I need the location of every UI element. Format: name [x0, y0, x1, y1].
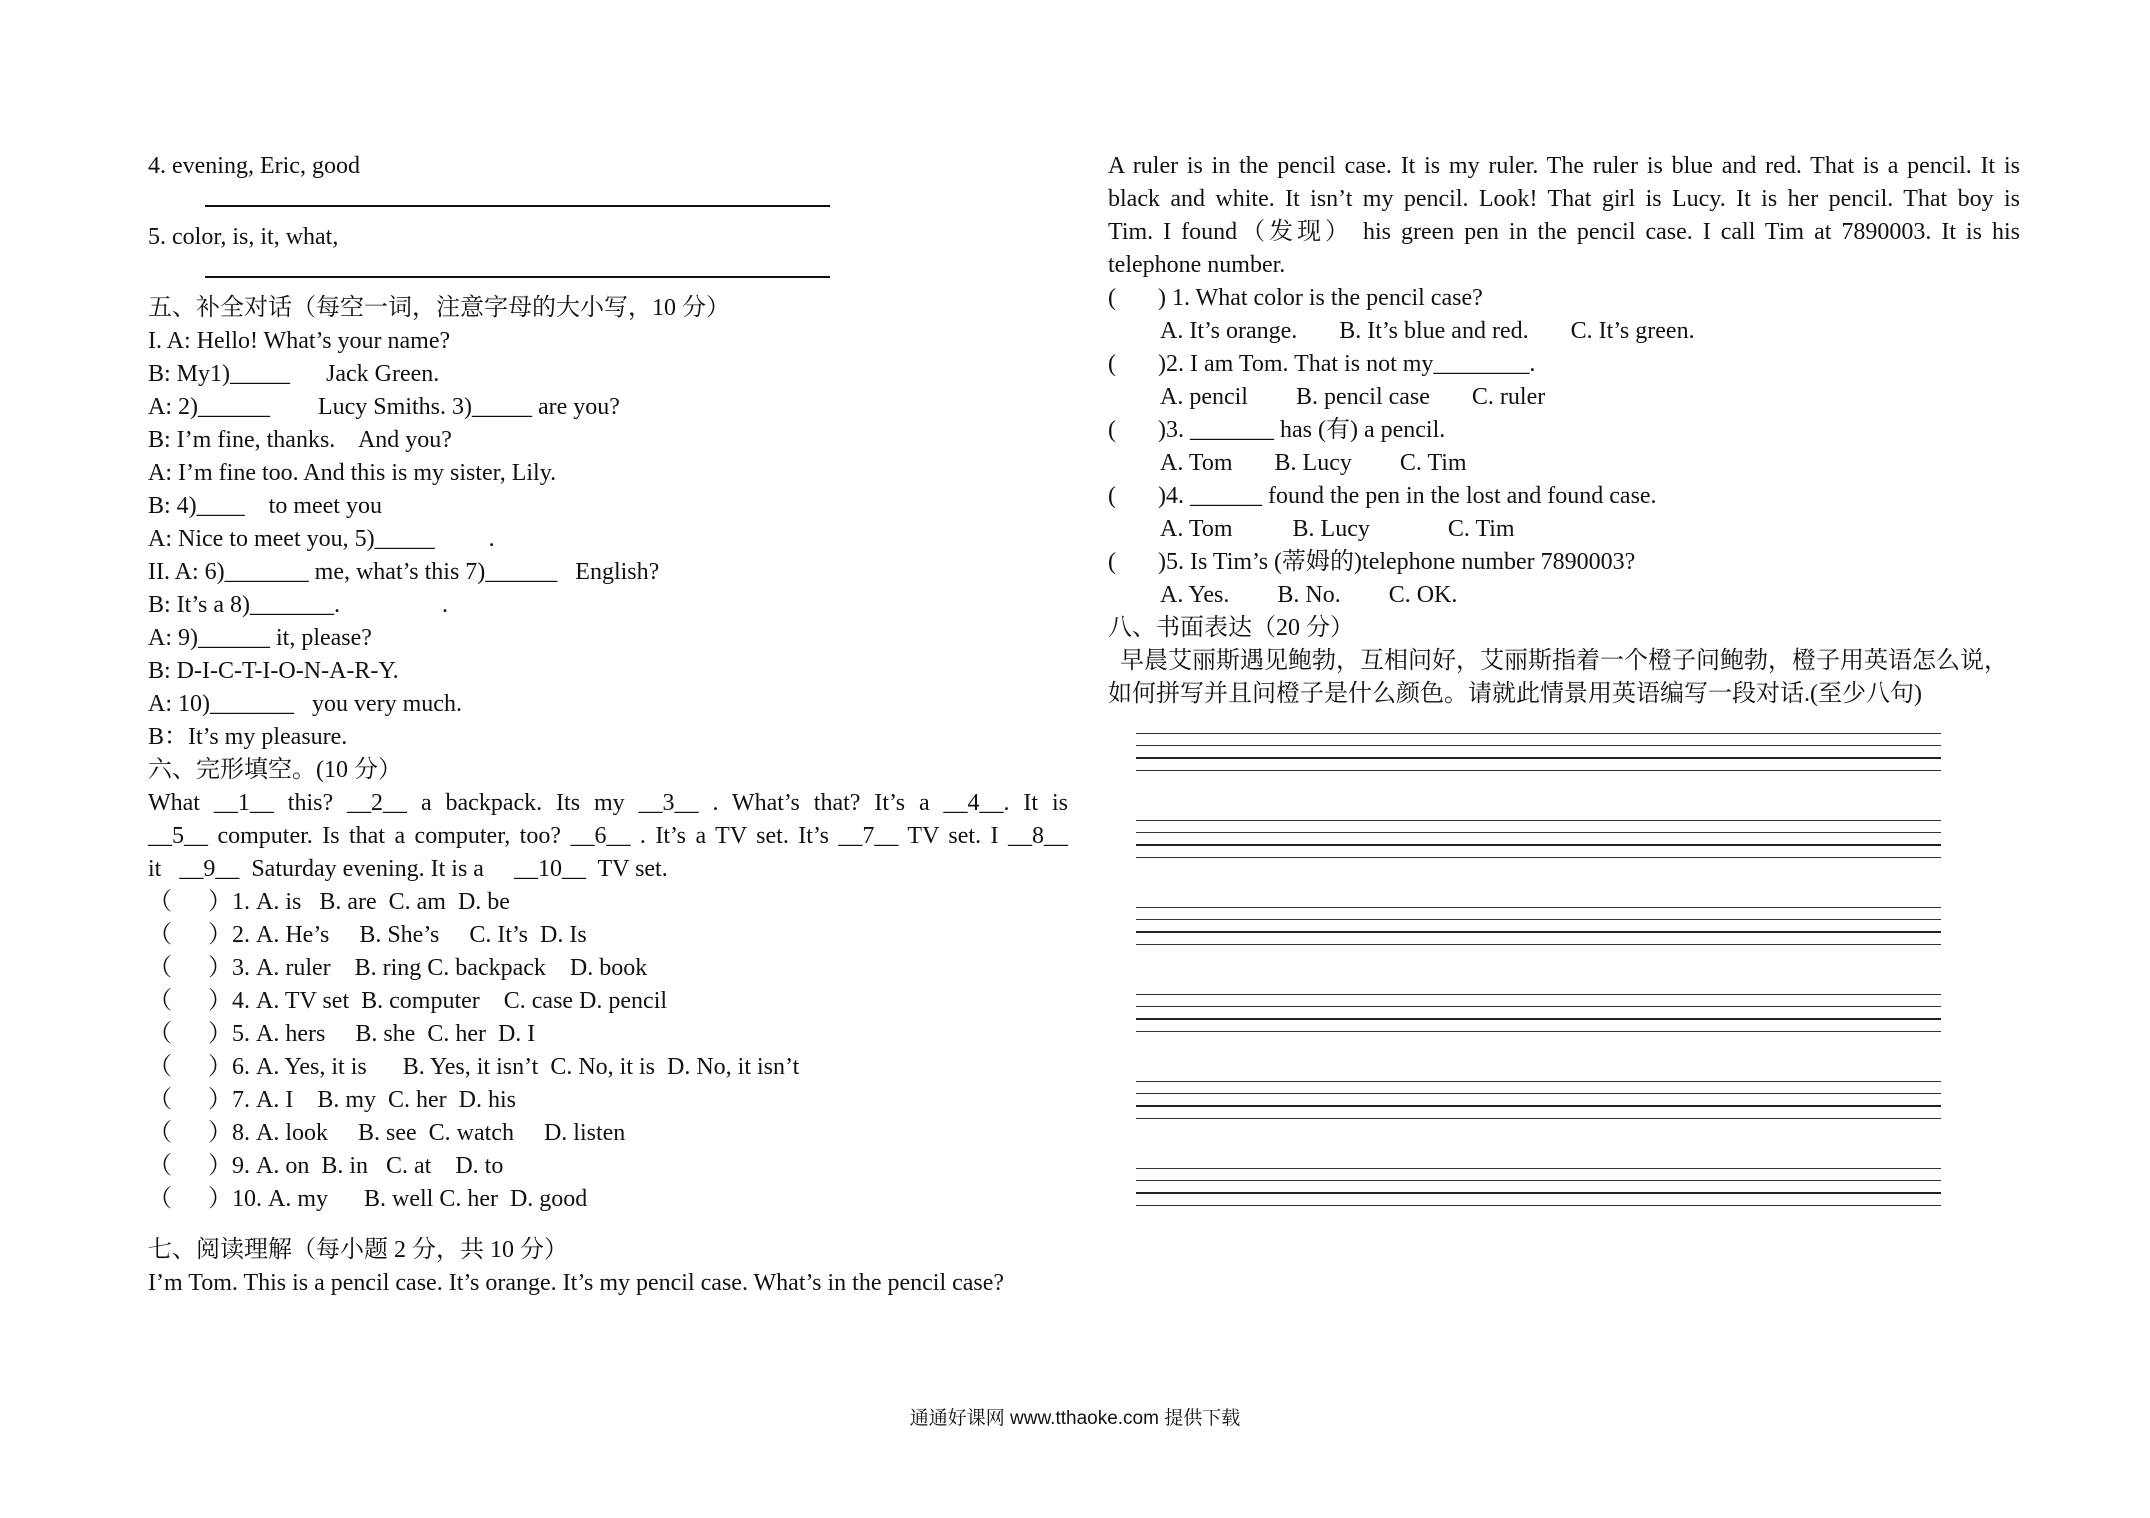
- reading-passage-line: A ruler is in the pencil case. It is my ruler. The ruler is blue and red. That is a pencil. It is: [1108, 153, 2020, 179]
- answer-line-5[interactable]: [205, 276, 830, 278]
- reading-options: A. Tom B. Lucy C. Tim: [1160, 516, 1515, 542]
- cloze-passage-line: it __9__ Saturday evening. It is a __10__ TV set.: [148, 856, 668, 882]
- section-5-title: 五、补全对话（每空一词，注意字母的大小写，10 分）: [148, 295, 730, 321]
- writing-line-group[interactable]: [1136, 994, 2020, 1032]
- section-7-title: 七、阅读理解（每小题 2 分，共 10 分）: [148, 1237, 568, 1263]
- reading-passage-line: telephone number.: [1108, 252, 1286, 278]
- dialogue-line: A: 9)______ it, please?: [148, 625, 372, 651]
- cloze-passage-line: What __1__ this? __2__ a backpack. Its my __3__ . What’s that? It’s a __4__. It is: [148, 790, 1068, 816]
- cloze-option: （ ）5. A. hers B. she C. her D. I: [148, 1021, 536, 1047]
- cloze-option: （ ）10. A. my B. well C. her D. good: [148, 1186, 588, 1212]
- writing-prompt-line: 如何拼写并且问橙子是什么颜色。请就此情景用英语编写一段对话.(至少八句): [1108, 681, 1922, 707]
- writing-line-group[interactable]: [1136, 1168, 2020, 1206]
- reading-question: ( )2. I am Tom. That is not my________.: [1108, 351, 1536, 377]
- dialogue-line: B: I’m fine, thanks. And you?: [148, 427, 452, 453]
- dialogue-line: B: D-I-C-T-I-O-N-A-R-Y.: [148, 658, 399, 684]
- writing-line-group[interactable]: [1136, 820, 2020, 858]
- reading-passage-line: black and white. It isn’t my pencil. Look! That girl is Lucy. It is her pencil. That boy is: [1108, 186, 2020, 212]
- footer-source: 通通好课网 www.tthaoke.com 提供下载: [909, 1408, 1241, 1429]
- cloze-option: （ ）7. A. I B. my C. her D. his: [148, 1087, 516, 1113]
- cloze-option: （ ）4. A. TV set B. computer C. case D. pencil: [148, 988, 668, 1014]
- cloze-option: （ ）1. A. is B. are C. am D. be: [148, 889, 510, 915]
- dialogue-line: B: It’s a 8)_______. .: [148, 592, 448, 618]
- dialogue-line: A: 2)______ Lucy Smiths. 3)_____ are you?: [148, 394, 620, 420]
- cloze-passage-line: __5__ computer. Is that a computer, too? __6__ . It’s a TV set. It’s __7__ TV set. I __8__: [148, 823, 1068, 849]
- dialogue-line: A: 10)_______ you very much.: [148, 691, 462, 717]
- section-8-title: 八、书面表达（20 分）: [1108, 615, 1354, 641]
- left-column: [148, 150, 1068, 1300]
- reading-passage-line: Tim. I found（发现） his green pen in the pencil case. I call Tim at 7890003. It is his: [1108, 219, 2020, 245]
- answer-line-4[interactable]: [205, 205, 830, 207]
- cloze-option: （ ）8. A. look B. see C. watch D. listen: [148, 1120, 626, 1146]
- writing-line-group[interactable]: [1136, 907, 2020, 945]
- right-column: [1108, 150, 2020, 1255]
- reading-options: A. It’s orange. B. It’s blue and red. C. It’s green.: [1160, 318, 1695, 344]
- cloze-option: （ ）6. A. Yes, it is B. Yes, it isn’t C. No, it is D. No, it isn’t: [148, 1054, 800, 1080]
- section-6-title: 六、完形填空。(10 分）: [148, 757, 402, 783]
- reading-intro: I’m Tom. This is a pencil case. It’s orange. It’s my pencil case. What’s in the pencil case?: [148, 1270, 1005, 1296]
- cloze-option: （ ）9. A. on B. in C. at D. to: [148, 1153, 504, 1179]
- dialogue-line: I. A: Hello! What’s your name?: [148, 328, 451, 354]
- reading-options: A. Yes. B. No. C. OK.: [1160, 582, 1458, 608]
- cloze-option: （ ）2. A. He’s B. She’s C. It’s D. Is: [148, 922, 587, 948]
- reading-question: ( )4. ______ found the pen in the lost and found case.: [1108, 483, 1657, 509]
- dialogue-line: B：It’s my pleasure.: [148, 724, 348, 750]
- reading-question: ( )5. Is Tim’s (蒂姆的)telephone number 7890003?: [1108, 549, 1636, 575]
- writing-prompt-line: 早晨艾丽斯遇见鲍勃，互相问好，艾丽斯指着一个橙子问鲍勃，橙子用英语怎么说，: [1108, 648, 2008, 674]
- reading-question: ( )3. _______ has (有) a pencil.: [1108, 417, 1446, 443]
- dialogue-line: A: I’m fine too. And this is my sister, Lily.: [148, 460, 557, 486]
- cloze-option: （ ）3. A. ruler B. ring C. backpack D. book: [148, 955, 648, 981]
- dialogue-line: B: My1)_____ Jack Green.: [148, 361, 440, 387]
- dialogue-line: A: Nice to meet you, 5)_____ .: [148, 526, 495, 552]
- writing-line-group[interactable]: [1136, 1081, 2020, 1119]
- writing-line-group[interactable]: [1136, 733, 2020, 771]
- reading-question: ( ) 1. What color is the pencil case?: [1108, 285, 1483, 311]
- question-5: 5. color, is, it, what,: [148, 224, 339, 250]
- dialogue-line: B: 4)____ to meet you: [148, 493, 382, 519]
- reading-options: A. pencil B. pencil case C. ruler: [1160, 384, 1546, 410]
- dialogue-line: II. A: 6)_______ me, what’s this 7)______ English?: [148, 559, 660, 585]
- reading-options: A. Tom B. Lucy C. Tim: [1160, 450, 1467, 476]
- writing-area[interactable]: [1136, 733, 2020, 1206]
- question-4: 4. evening, Eric, good: [148, 153, 360, 179]
